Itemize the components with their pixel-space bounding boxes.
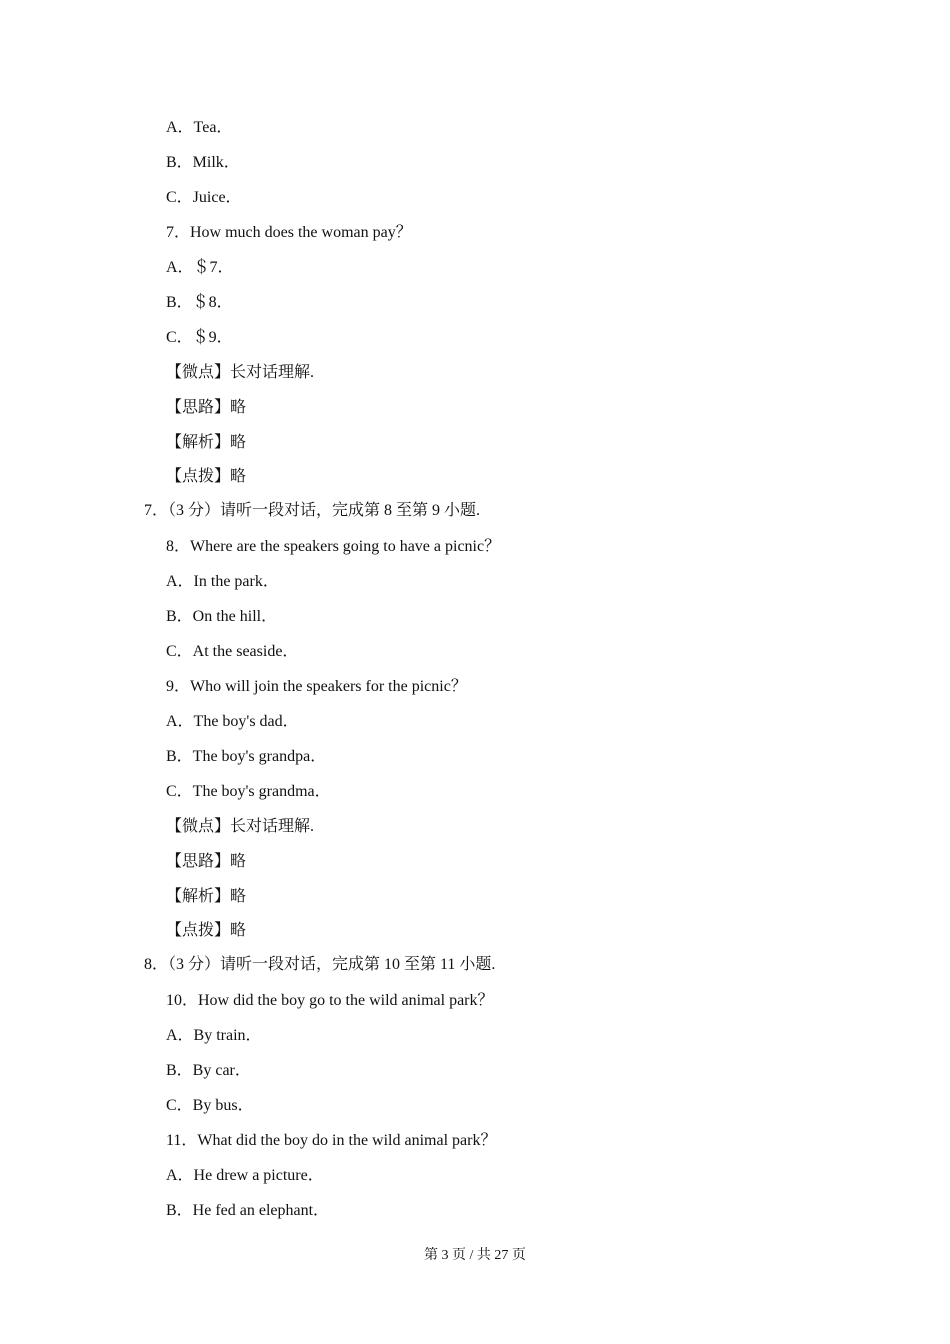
- note-dianbo: 【点拨】略: [166, 922, 247, 939]
- note-jiexi: 【解析】略: [166, 888, 247, 905]
- option-10b: B．By car．: [166, 1062, 251, 1079]
- option-9a: A．The boy's dad．: [166, 713, 299, 730]
- section-7-heading: 7．（3 分）请听一段对话，完成第 8 至第 9 小题.: [144, 502, 481, 519]
- option-7c: C．＄9．: [166, 329, 233, 346]
- question-7: 7．How much does the woman pay？: [166, 224, 412, 241]
- option-10a: A．By train．: [166, 1027, 262, 1044]
- option-9c: C．The boy's grandma．: [166, 783, 331, 800]
- question-9: 9．Who will join the speakers for the picnic？: [166, 678, 467, 695]
- option-10c: C．By bus．: [166, 1097, 254, 1114]
- note-silu: 【思路】略: [166, 853, 247, 870]
- option-8c: C．At the seaside．: [166, 643, 299, 660]
- option-8b: B．On the hill．: [166, 608, 278, 625]
- note-jiexi: 【解析】略: [166, 434, 247, 451]
- option-6c: C．Juice．: [166, 189, 242, 206]
- option-6b: B．Milk．: [166, 154, 240, 171]
- option-7b: B．＄8．: [166, 294, 233, 311]
- page-footer: 第 3 页 / 共 27 页: [424, 1248, 526, 1263]
- note-dianbo: 【点拨】略: [166, 468, 247, 485]
- question-10: 10．How did the boy go to the wild animal park？: [166, 992, 494, 1009]
- section-8-heading: 8．（3 分）请听一段对话，完成第 10 至第 11 小题.: [144, 956, 496, 973]
- question-8: 8．Where are the speakers going to have a picnic？: [166, 538, 501, 555]
- question-11: 11．What did the boy do in the wild animal park？: [166, 1132, 497, 1149]
- option-11a: A．He drew a picture．: [166, 1167, 324, 1184]
- note-weidian: 【微点】长对话理解.: [166, 364, 315, 381]
- option-9b: B．The boy's grandpa．: [166, 748, 327, 765]
- option-8a: A．In the park．: [166, 573, 279, 590]
- option-11b: B．He fed an elephant．: [166, 1202, 330, 1219]
- option-6a: A．Tea．: [166, 119, 233, 136]
- note-silu: 【思路】略: [166, 399, 247, 416]
- note-weidian: 【微点】长对话理解.: [166, 818, 315, 835]
- option-7a: A．＄7．: [166, 259, 234, 276]
